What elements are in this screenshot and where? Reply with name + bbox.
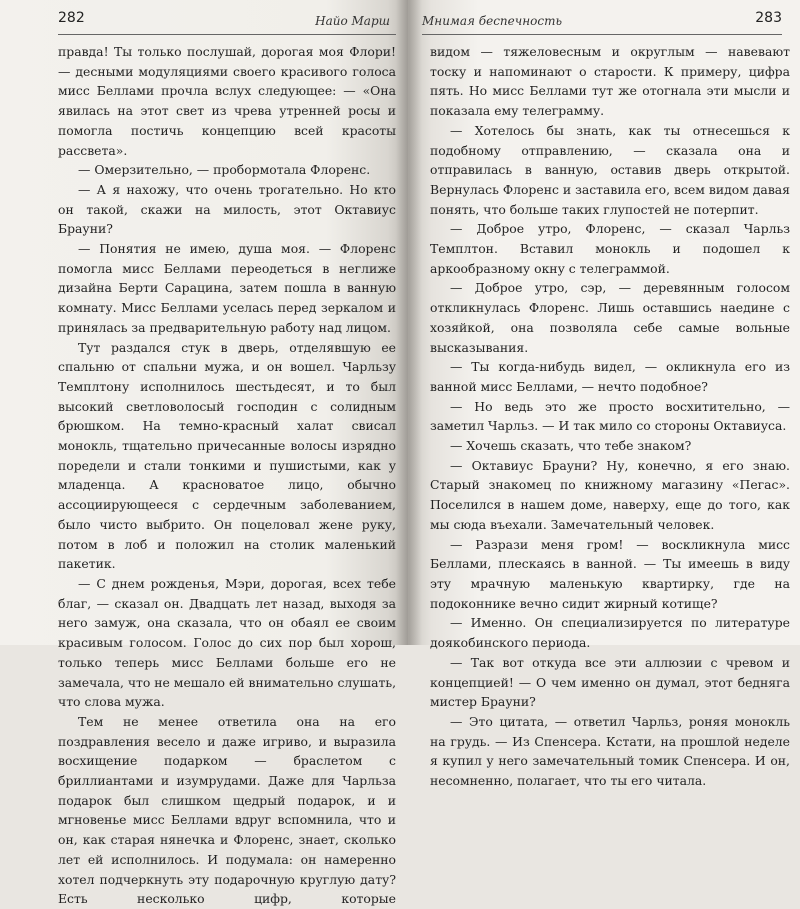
paragraph: — Октавиус Брауни? Ну, конечно, я его знаю. Старый знакомец по книжному магазину «Пегас». Поселился в нашем доме, наверху, еще до того, как мы сюда въехали. Замечательный человек. (430, 457, 790, 532)
paragraph: — Хотелось бы знать, как ты отнесешься к подобному отправлению, — сказала она и отправилась в ванную, оставив дверь открытой. Вернулась Флоренс и заставила его, всем видом давая понять, что больше таких глупостей не потерпит. (430, 122, 790, 217)
paragraph: Тут раздался стук в дверь, отделявшую ее спальню от спальни мужа, и он вошел. Чарльзу Темплтону исполнилось шестьдесят, и то был высокий светловолосый господин с солидным брюшком. На темно-красный халат свисал монокль, тщательно причесанные волосы изрядно поредели и стали тонкими и пушистыми, как у младенца. А красноватое лицо, обычно ассоциирующееся с сердечным заболеванием, было чисто выбрито. Он поцеловал жене руку, потом в лоб и положил на столик маленький пакетик. (58, 339, 396, 572)
left-header-rule (58, 34, 396, 35)
paragraph: — А я нахожу, что очень трогательно. Но кто он такой, скажи на милость, этот Октавиус Брауни? (58, 181, 396, 237)
paragraph: — Понятия не имею, душа моя. — Флоренс помогла мисс Беллами переодеться в неглиже дизайна Берти Сарацина, затем пошла в ванную комнату. Мисс Беллами уселась перед зеркалом и принялась за предварительную работу над лицом. (58, 241, 396, 335)
paragraph: — Но ведь это же просто восхитительно, — заметил Чарльз. — И так мило со стороны Октавиуса. (430, 398, 790, 434)
right-page-number: 283 (755, 10, 782, 26)
paragraph: — Доброе утро, Флоренс, — сказал Чарльз Темплтон. Вставил монокль и подошел к аркообразному окну с телеграммой. (430, 221, 790, 276)
right-page-text (430, 42, 790, 791)
book-gutter-shadow (396, 0, 422, 645)
paragraph: — Доброе утро, сэр, — деревянным голосом откликнулась Флоренс. Лишь оставшись наедине с хозяйкой, она позволяла себе самые вольные высказывания. (430, 280, 790, 355)
paragraph: — Именно. Он специализируется по литературе доякобинского периода. (430, 615, 790, 651)
right-running-head: Мнимая беспечность (422, 14, 562, 28)
paragraph: — Так вот откуда все эти аллюзии с чревом и концепцией! — О чем именно он думал, этот бедняга мистер Брауни? (430, 654, 790, 710)
left-running-head: Найо Марш (315, 14, 390, 28)
right-page (408, 0, 800, 789)
paragraph: — С днем рожденья, Мэри, дорогая, всех тебе благ, — сказал он. Двадцать лет назад, выходя за него замуж, она сказала, что он обаял ее своим красивым голосом. Голос до сих пор был хорош, только теперь мисс Беллами больше его не замечала, что не мешало ей внимательно слушать, что слова мужа. (58, 575, 397, 710)
left-page-number: 282 (58, 10, 85, 26)
paragraph: правда! Ты только послушай, дорогая моя Флори! — десными модуляциями своего красивого голоса мисс Беллами прочла вслух следующее: — «Она явилась на этот свет из чрева утренней росы и помогла постичь концепцию всей красоты рассвета». (58, 44, 396, 158)
paragraph: видом — тяжеловесным и округлым — навевают тоску и напоминают о старости. К примеру, цифра пять. Но мисс Беллами тут же отогнала эти мысли и показала ему телеграмму. (430, 44, 790, 119)
paragraph: — Омерзительно, — пробормотала Флоренс. (78, 162, 371, 178)
paragraph: — Это цитата, — ответил Чарльз, роняя монокль на грудь. — Из Спенсера. Кстати, на прошлой неделе я купил у него замечательный томик Спенсера. И он, несомненно, полагает, что ты его читала. (430, 713, 790, 789)
left-page-text (58, 42, 396, 909)
paragraph: — Хочешь сказать, что тебе знаком? (450, 438, 692, 454)
paragraph: — Ты когда-нибудь видел, — окликнула его из ванной мисс Беллами, — нечто подобное? (430, 359, 790, 394)
paragraph: Тем не менее ответила она на его поздравления весело и даже игриво, и выразила восхищение подарком — браслетом с бриллиантами и изумрудами. Даже для Чарльза подарок был слишком щедрый подарок, и и мгновенье мисс Беллами вдруг вспомнила, что и он, как старая нянечка и Флоренс, знает, сколько лет ей исполнилось. И подумала: он намеренно хотел подчеркнуть эту подарочную круглую дату? Есть несколько цифр, которые (58, 713, 396, 907)
right-header-rule (422, 34, 782, 35)
paragraph: — Разрази меня гром! — воскликнула мисс Беллами, плескаясь в ванной. — Ты имеешь в виду эту мрачную маленькую квартирку, где на подоконнике вечно сидит жирный котище? (430, 536, 790, 611)
